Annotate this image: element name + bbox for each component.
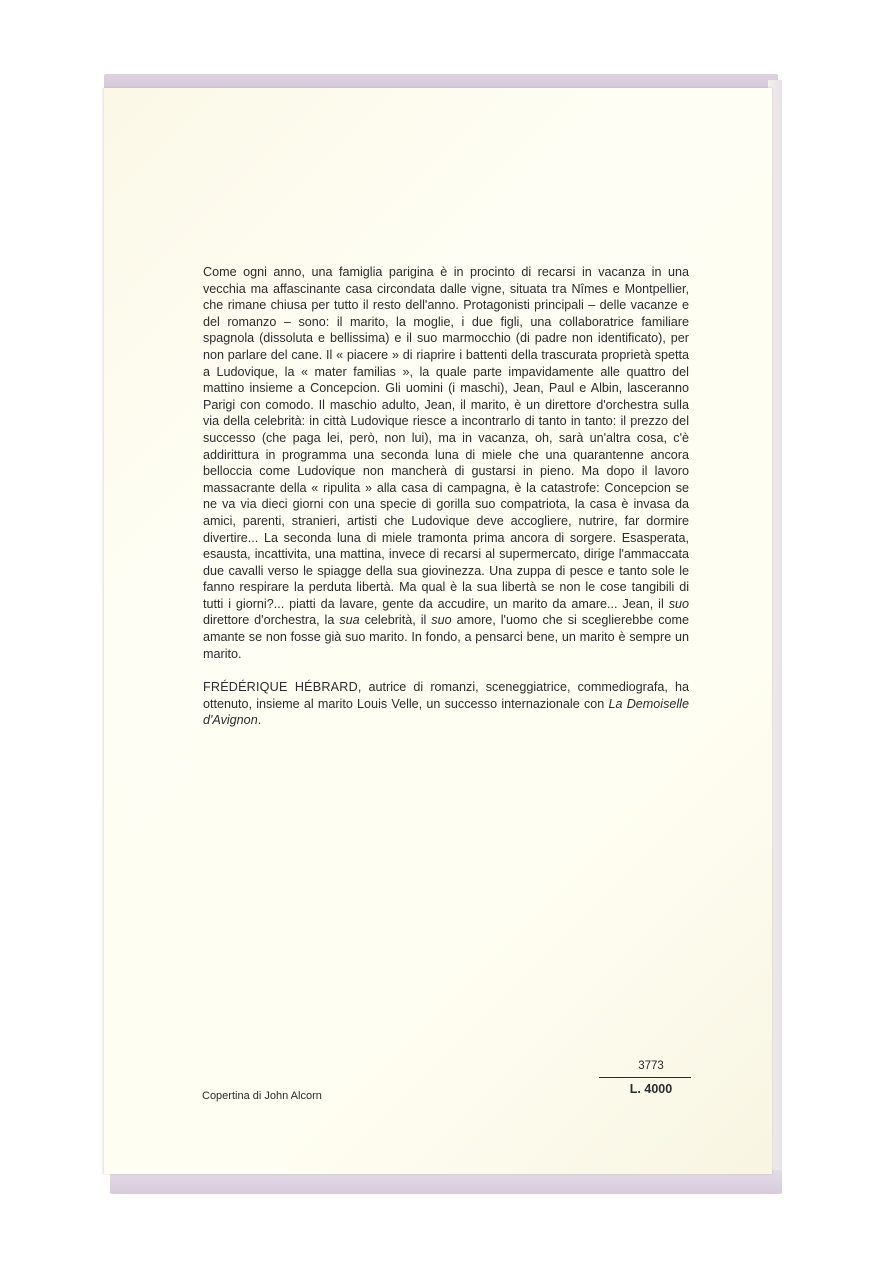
price-divider — [599, 1077, 691, 1078]
author-name: FRÉDÉRIQUE HÉBRARD — [203, 680, 358, 695]
emphasis-sua: sua — [339, 613, 360, 628]
back-cover — [103, 88, 772, 1174]
cover-credit: Copertina di John Alcorn — [202, 1090, 322, 1102]
synopsis-text-2: direttore d'orchestra, la — [203, 613, 340, 628]
work-title: La Demoiselle d'Avignon — [203, 696, 689, 728]
author-bio-paragraph — [203, 679, 689, 729]
catalog-number: 3773 — [638, 1060, 664, 1072]
synopsis-text: Come ogni anno, una famiglia parigina è in procinto di recarsi in vacanza in una vecchia ma affascinante casa circondata dalle vigne, situata tra Nîmes e Montpellier, che rimane chiusa per tutto il resto dell'anno. Protagonisti principali – delle vacanze e del romanzo – sono: il marito, la moglie, i due figli, una collaboratrice familiare spagnola (dissoluta e bellissima) e il suo marmocchio (di padre non identificato), per non parlare del cane. Il « piacere » di riaprire i battenti della trascurata proprietà spetta a Ludovique, la « mater familias », la quale parte impavidamente alle quattro del mattino insieme a Concepcion. Gli uomini (i maschi), Jean, Paul e Albin, lasceranno Parigi con comodo. Il maschio adulto, Jean, il marito, è un direttore d'orchestra sulla via della celebrità: in città Ludovique riesce a incontrarlo di tanto in tanto: il prezzo del successo (che paga lei, però, non lui), ma in vacanza, oh, sarà un'altra cosa, c'è addirittura in programma una seconda luna di miele che una quarantenne ancora belloccia come Ludovique non mancherà di gustarsi in pieno. Ma dopo il lavoro massacrante della « ripulita » alla casa di campagna, è la catastrofe: Concepcion se ne va via dieci giorni con una specie di gorilla suo compatriota, la casa è invasa da amici, parenti, stranieri, artisti che Ludovique deve accogliere, nutrire, far dormire divertire... La seconda luna di miele tramonta prima ancora di sorgere. Esasperata, esausta, incattivita, una mattina, invece di recarsi al supermercato, dirige l'ammaccata due cavalli verso le spiagge della sua giovinezza. Una zuppa di pesce e tanto sole le fanno respirare la perduta libertà. Ma qual è la sua libertà se non le cose tangibili di tutti i giorni?... piatti da lavare, gente da accudire, un marito da amare... Jean, il — [203, 265, 689, 611]
author-bio-text: , autrice di romanzi, sceneggiatrice, commediografa, ha ottenuto, insieme al marito Louis Velle, un successo internazionale con — [203, 680, 689, 711]
synopsis-paragraph — [203, 264, 689, 662]
blurb-text — [203, 264, 689, 729]
synopsis-text-3: celebrità, il — [359, 613, 432, 628]
author-bio-end: . — [257, 713, 262, 728]
emphasis-suo-2: suo — [431, 613, 452, 628]
emphasis-suo-1: suo — [668, 596, 690, 611]
price-label: L. 4000 — [629, 1082, 673, 1096]
price-block — [599, 1058, 691, 1096]
synopsis-text-4: amore, l'uomo che si sceglierebbe come amante se non fosse già suo marito. In fondo, a pensarci bene, un marito è sempre un marito. — [203, 613, 689, 661]
